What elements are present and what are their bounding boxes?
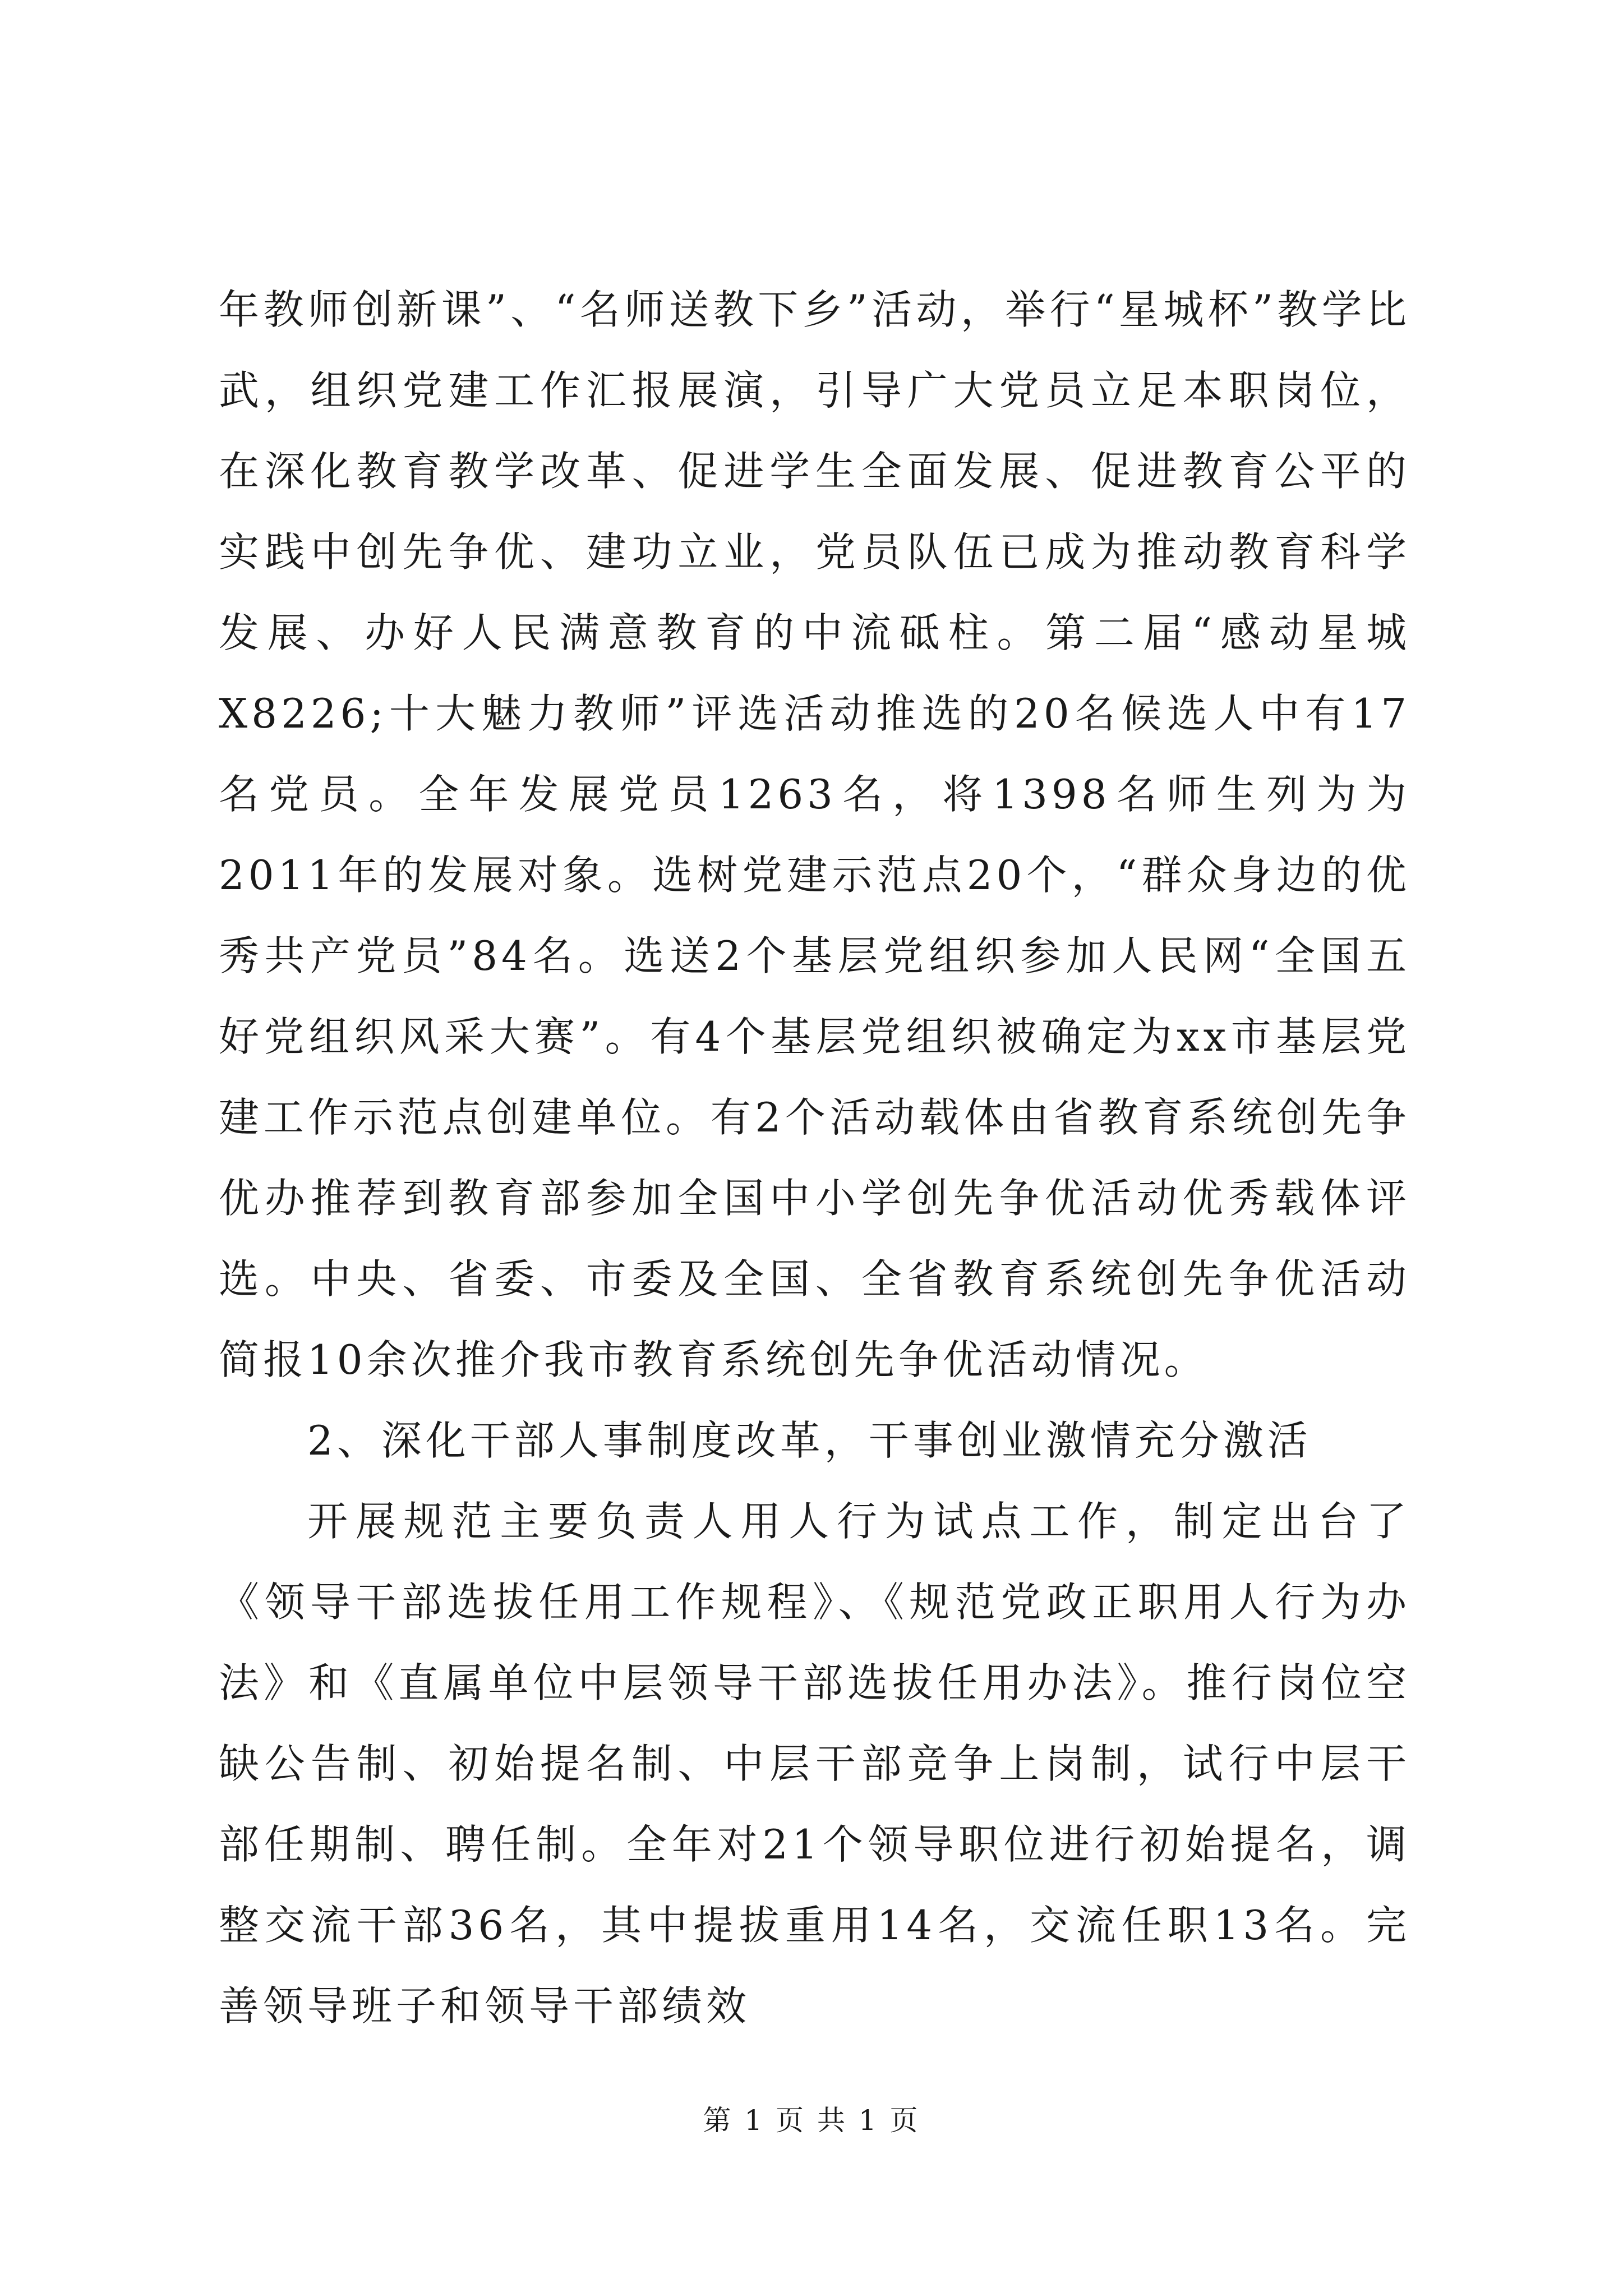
paragraph-party-building: 年教师创新课”、“名师送教下乡”活动，举行“星城杯”教学比武，组织党建工作汇报展演，引导广大党员立足本职岗位，在深化教育教学改革、促进学生全面发展、促进教育公平的实践中创先争优、建功立业，党员队伍已成为推动教育科学发展、办好人民满意教育的中流砥柱。第二届“感动星城X8226;十大魅力教师”评选活动推选的20名候选人中有17名党员。全年发展党员1263名，将1398名师生列为为2011年的发展对象。选树党建示范点20个，“群众身边的优秀共产党员”84名。选送2个基层党组织参加人民网“全国五好党组织风采大赛”。有4个基层党组织被确定为xx市基层党建工作示范点创建单位。有2个活动载体由省教育系统创先争优办推荐到教育部参加全国中小学创先争优活动优秀载体评选。中央、省委、市委及全国、全省教育系统创先争优活动简报10余次推介我市教育系统创先争优活动情况。 [219, 286, 1410, 1383]
page-footer: 第 1 页 共 1 页 [703, 2104, 920, 2137]
paragraph-cadre-reform: 开展规范主要负责人用人行为试点工作，制定出台了《领导干部选拔任用工作规程》、《规范党政正职用人行为办法》和《直属单位中层领导干部选拔任用办法》。推行岗位空缺公告制、初始提名制、中层干部竞争上岗制，试行中层干部任期制、聘任制。全年对21个领导职位进行初始提名，调整交流干部36名，其中提拔重用14名，交流任职13名。完善领导班子和领导干部绩效 [219, 1498, 1410, 2030]
body-text [219, 269, 1410, 2046]
section-heading-cadre-reform: 2、深化干部人事制度改革，干事创业激情充分激活 [307, 1417, 1312, 1464]
